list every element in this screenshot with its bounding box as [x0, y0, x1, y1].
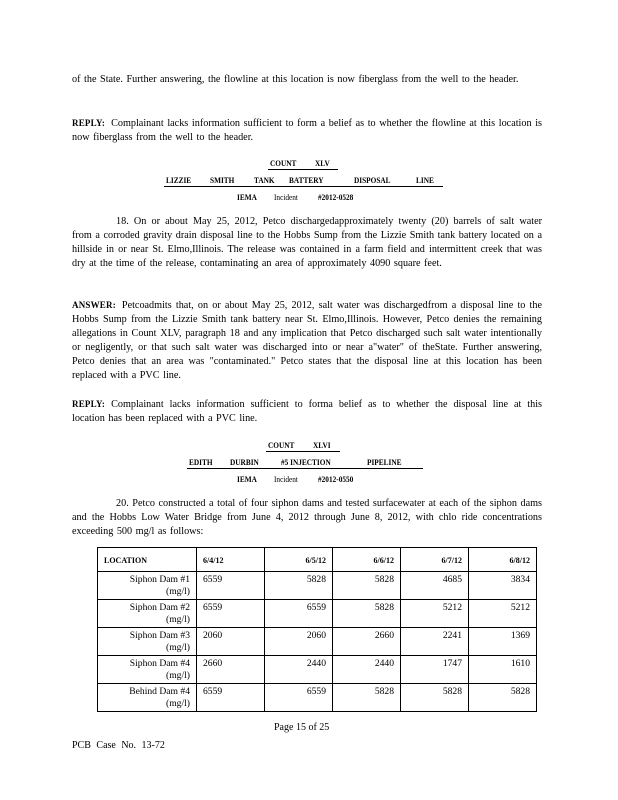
value-cell: 1610	[469, 656, 537, 684]
value-cell: 5212	[401, 600, 469, 628]
heading-word: SMITH	[210, 175, 235, 185]
reply-paragraph-1	[72, 116, 542, 145]
table-header-cell: 6/4/12	[197, 548, 265, 572]
heading-rule	[164, 186, 443, 187]
table-header-cell: 6/7/12	[401, 548, 469, 572]
value-cell: 1747	[401, 656, 469, 684]
value-cell: 3834	[469, 572, 537, 600]
heading-word: DISPOSAL	[354, 175, 391, 185]
heading-word: BATTERY	[289, 175, 324, 185]
agency-label: IEMA	[237, 474, 257, 484]
incident-label: Incident	[274, 474, 298, 484]
value-cell: 5828	[265, 572, 333, 600]
reply-paragraph-2	[72, 397, 542, 426]
paragraph-continuation: of the State. Further answering, the flowline at this location is now fiberglass from the well to the header.	[72, 74, 519, 85]
table-header-cell: LOCATION	[98, 548, 197, 572]
value-cell: 2440	[265, 656, 333, 684]
table-header-row	[98, 548, 537, 572]
reply-text: Complainant lacks information sufficient to form a belief as to whether the flowline at this location is now fiberglass from the well to the header.	[72, 118, 542, 143]
location-cell: Siphon Dam #1 (mg/l)	[98, 572, 197, 600]
reply-text: Complainant lacks information sufficient to forma belief as to whether the disposal line at this location has been replaced with a PVC line.	[72, 399, 542, 424]
table-row	[98, 628, 537, 656]
value-cell: 5828	[401, 684, 469, 712]
incident-number: #2012-0528	[318, 192, 354, 202]
location-cell: Behind Dam #4 (mg/l)	[98, 684, 197, 712]
value-cell: 6559	[197, 684, 265, 712]
location-cell: Siphon Dam #3 (mg/l)	[98, 628, 197, 656]
heading-word: TANK	[254, 175, 275, 185]
heading-word: LINE	[416, 175, 434, 185]
page-number: Page 15 of 25	[274, 722, 330, 733]
table-row	[98, 600, 537, 628]
table-row	[98, 572, 537, 600]
location-cell: Siphon Dam #4 (mg/l)	[98, 656, 197, 684]
heading-word: PIPELINE	[367, 457, 402, 467]
table-header-cell: 6/8/12	[469, 548, 537, 572]
case-number: PCB Case No. 13-72	[72, 740, 165, 751]
answer-label: ANSWER:	[72, 300, 116, 310]
value-cell: 5212	[469, 600, 537, 628]
value-cell: 2660	[333, 628, 401, 656]
agency-label: IEMA	[237, 192, 257, 202]
table-row	[98, 684, 537, 712]
answer-text: Petcoadmits that, on or about May 25, 2012, salt water was dischargedfrom a disposal line to the Hobbs Sump from the Lizzie Smith tank battery near St. Elmo,Illinois. However, Petco denies the remaining allegations in Count XLV, paragraph 18 and any implication that Petco discharged such salt water intentionally or negligently, or that such salt water was discharged into or near a"water" of theState. Further answering, Petco denies that an area was "contaminated." Petco states that the disposal line at this location has been replaced with a PVC line.	[72, 300, 542, 381]
heading-word: EDITH	[189, 457, 213, 467]
count-numeral: XLVI	[313, 440, 331, 450]
value-cell: 5828	[333, 600, 401, 628]
value-cell: 6559	[197, 572, 265, 600]
chloride-table	[97, 547, 537, 712]
table-header-cell: 6/5/12	[265, 548, 333, 572]
value-cell: 5828	[469, 684, 537, 712]
paragraph-20: 20. Petco constructed a total of four siphon dams and tested surfacewater at each of the siphon dams and the Hobbs Low Water Bridge from June 4, 2012 through June 8, 2012, with chlo ride concentrations exceeding 500 mg/l as follows:	[72, 498, 542, 537]
heading-rule	[266, 451, 340, 452]
incident-label: Incident	[274, 192, 298, 202]
heading-word: DURBIN	[230, 457, 259, 467]
value-cell: 2660	[197, 656, 265, 684]
reply-label: REPLY:	[72, 399, 106, 409]
value-cell: 5828	[333, 684, 401, 712]
value-cell: 6559	[197, 600, 265, 628]
value-cell: 2060	[265, 628, 333, 656]
table-header-cell: 6/6/12	[333, 548, 401, 572]
paragraph-18: 18. On or about May 25, 2012, Petco dischargedapproximately twenty (20) barrels of salt water from a corroded gravity drain disposal line to the Hobbs Sump from the Lizzie Smith tank battery located on a hillside in or near St. Elmo,Illinois. The release was contained in a farm field and intermittent creek that was dry at the time of the release, contaminating an area of approximately 4090 square feet.	[72, 216, 542, 269]
value-cell: 5828	[333, 572, 401, 600]
value-cell: 2241	[401, 628, 469, 656]
heading-rule	[268, 169, 338, 170]
heading-word: #5 INJECTION	[281, 457, 331, 467]
reply-label: REPLY:	[72, 118, 106, 128]
table-row	[98, 656, 537, 684]
answer-paragraph	[72, 298, 542, 383]
count-label: COUNT	[268, 440, 295, 450]
incident-number: #2012-0550	[318, 474, 354, 484]
heading-word: LIZZIE	[166, 175, 192, 185]
value-cell: 1369	[469, 628, 537, 656]
value-cell: 2060	[197, 628, 265, 656]
location-cell: Siphon Dam #2 (mg/l)	[98, 600, 197, 628]
value-cell: 4685	[401, 572, 469, 600]
value-cell: 6559	[265, 600, 333, 628]
value-cell: 6559	[265, 684, 333, 712]
count-label: COUNT	[270, 158, 297, 168]
count-numeral: XLV	[315, 158, 330, 168]
heading-rule	[187, 468, 423, 469]
value-cell: 2440	[333, 656, 401, 684]
